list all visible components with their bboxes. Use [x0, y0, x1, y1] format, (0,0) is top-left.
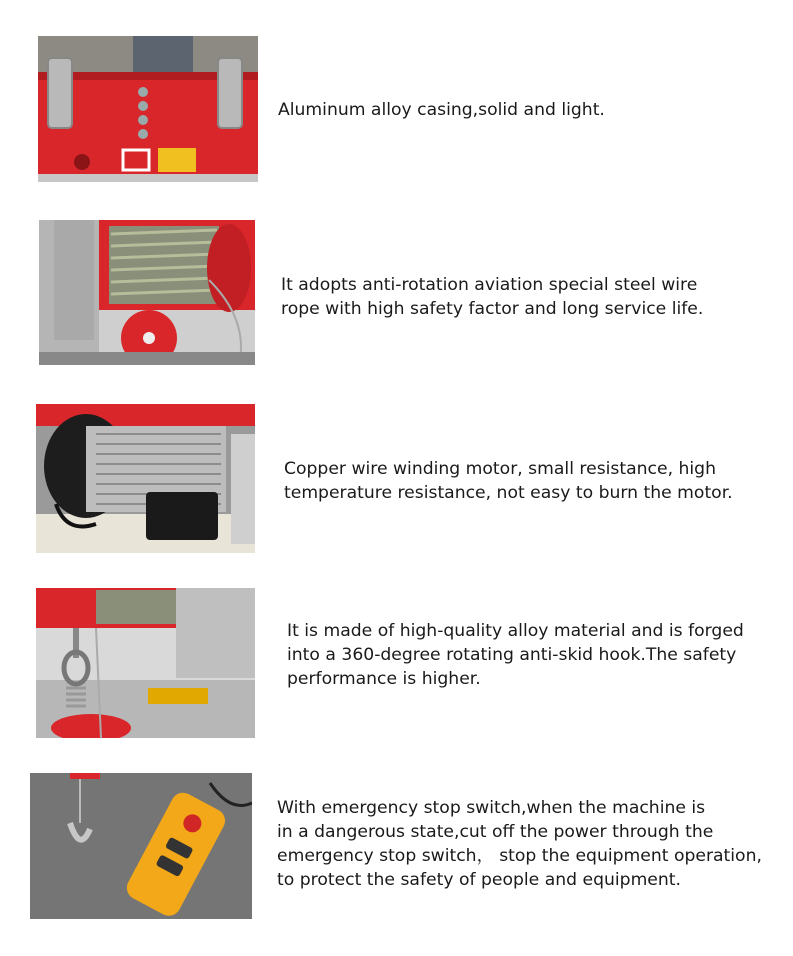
description-line: It is made of high-quality alloy material and is forged: [287, 621, 744, 641]
emergency-stop-description: [277, 796, 762, 892]
motor-description: [284, 457, 733, 505]
description-line: rope with high safety factor and long service life.: [281, 299, 704, 319]
description-line: performance is higher.: [287, 669, 481, 689]
description-line: With emergency stop switch,when the machine is: [277, 798, 706, 818]
description-line: It adopts anti-rotation aviation special steel wire: [281, 275, 698, 295]
description-line: into a 360-degree rotating anti-skid hook.The safety: [287, 645, 737, 665]
motor-photo: [36, 404, 255, 553]
hook-description: [287, 619, 744, 691]
description-line: to protect the safety of people and equipment.: [277, 870, 681, 890]
description-line: Aluminum alloy casing,solid and light.: [278, 100, 605, 120]
wire-rope-photo: [39, 220, 255, 365]
casing-description: [278, 98, 605, 122]
description-line: Copper wire winding motor, small resistance, high: [284, 459, 716, 479]
hook-photo: [36, 588, 255, 738]
description-line: emergency stop switch， stop the equipment operation,: [277, 846, 762, 866]
wire-rope-description: [281, 273, 703, 321]
description-line: temperature resistance, not easy to burn the motor.: [284, 483, 733, 503]
description-line: in a dangerous state,cut off the power through the: [277, 822, 714, 842]
emergency-stop-photo: [30, 773, 252, 919]
casing-photo: [38, 36, 258, 182]
